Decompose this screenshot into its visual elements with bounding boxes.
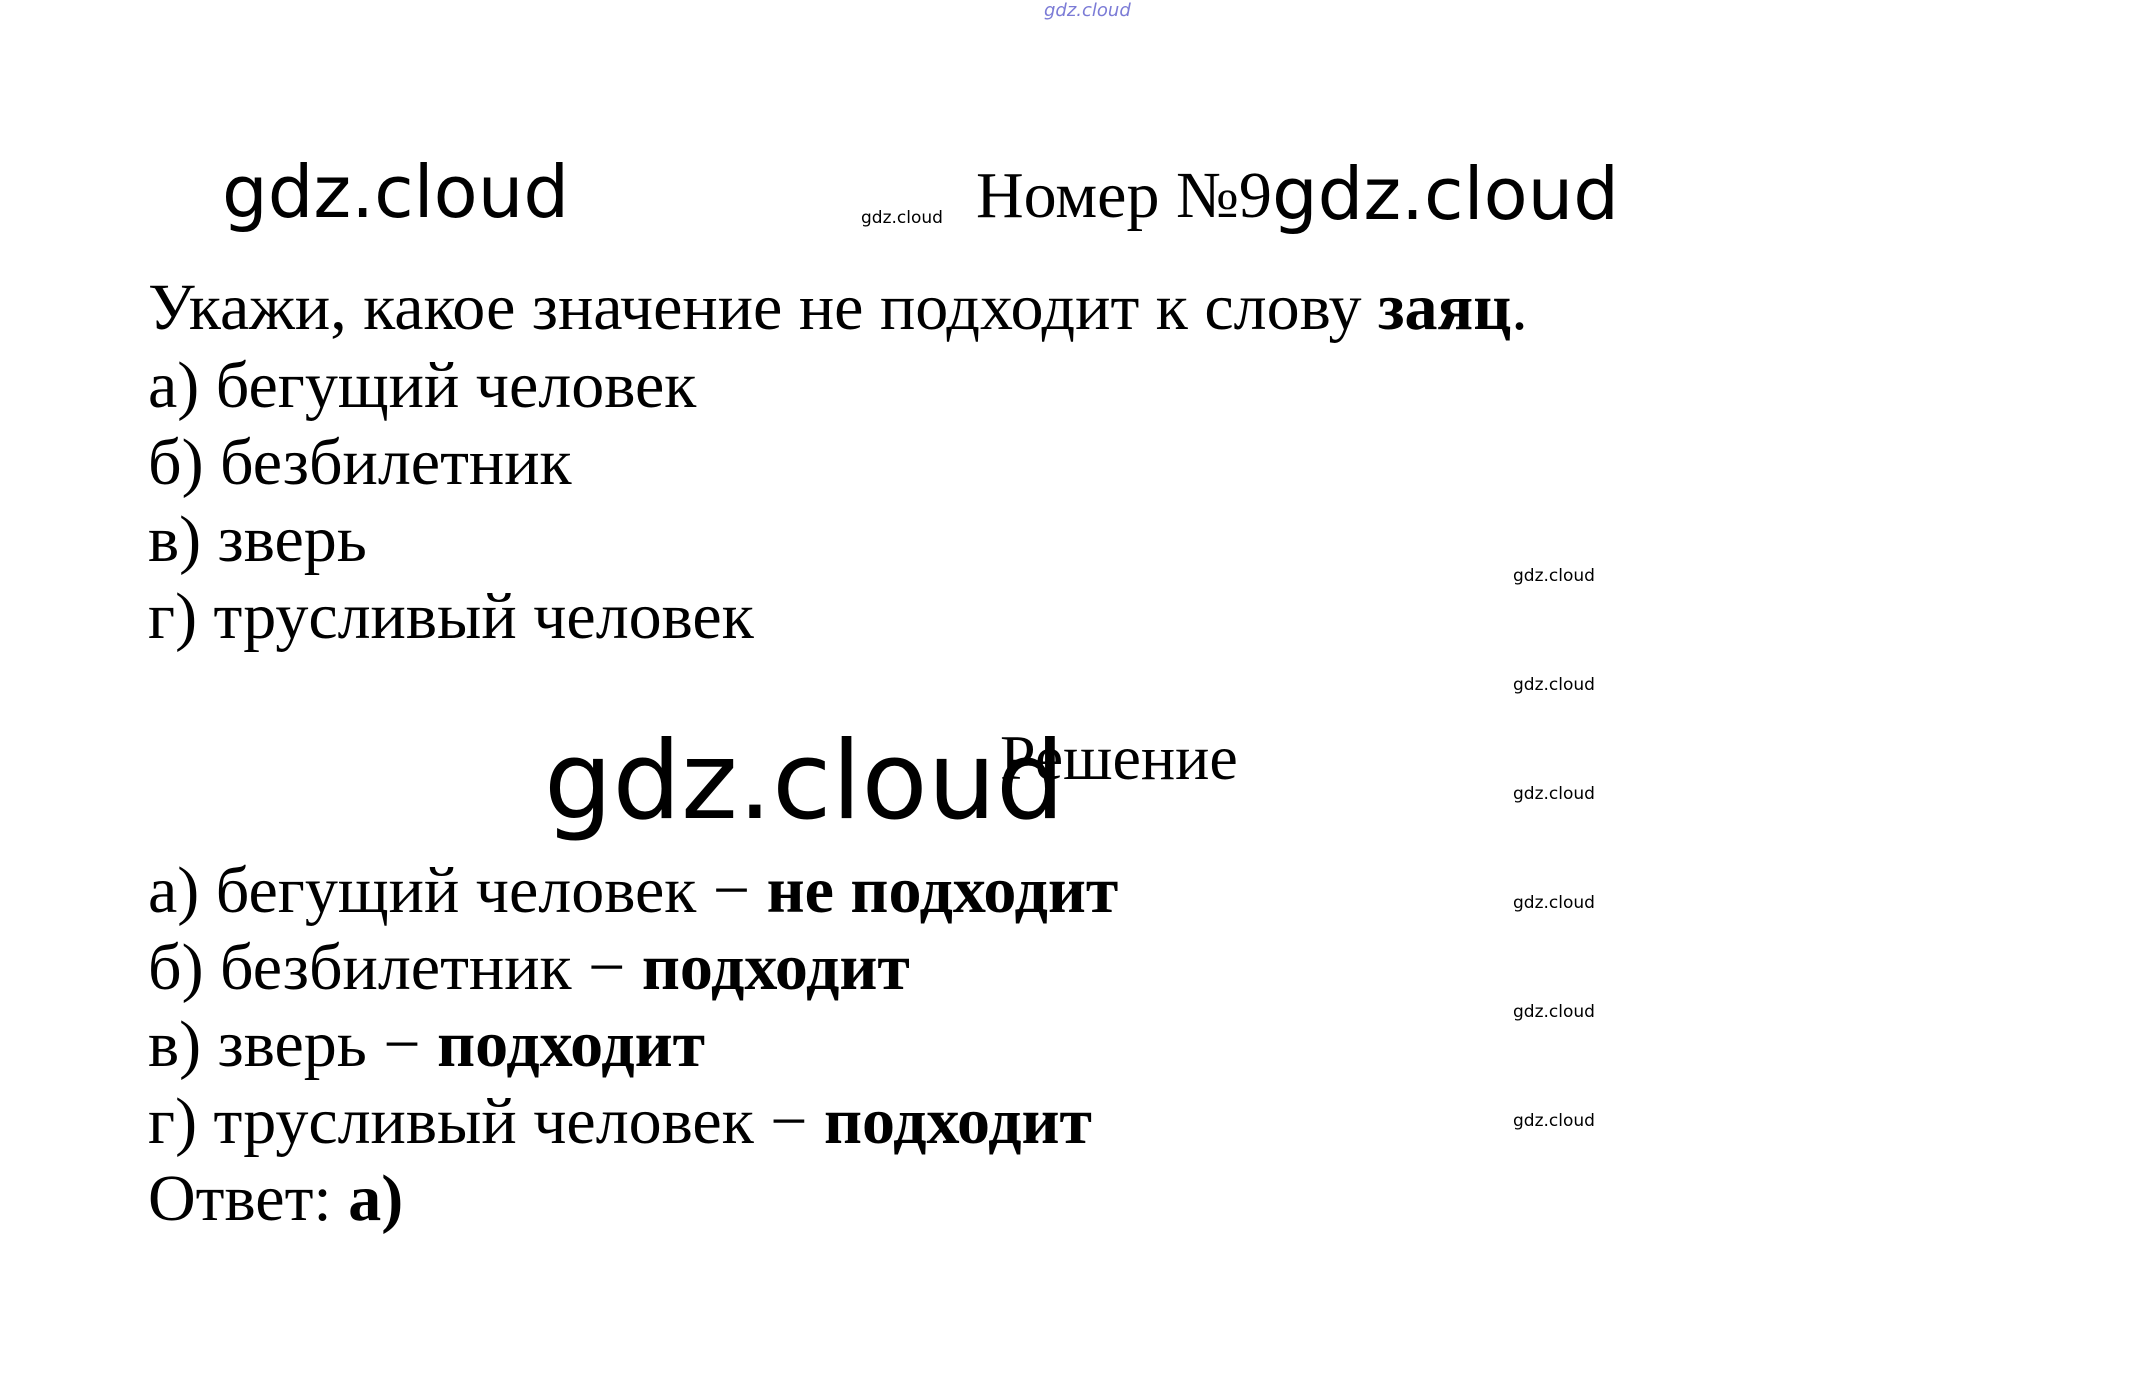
option-c: в) зверь: [148, 503, 367, 576]
question-keyword: заяц: [1378, 271, 1512, 344]
answer-value: а): [348, 1162, 404, 1235]
solution-verdict-a: не подходит: [766, 854, 1119, 927]
page-title: [976, 152, 1619, 236]
solution-line-b: [148, 931, 910, 1004]
solution-text-c: в) зверь −: [148, 1008, 438, 1081]
watermark-side-3: gdz.cloud: [1513, 784, 1595, 804]
solution-text-b: б) безбилетник −: [148, 931, 642, 1004]
watermark-side-4: gdz.cloud: [1513, 893, 1595, 913]
solution-line-a: [148, 854, 1119, 927]
title-text: Номер №9: [976, 159, 1272, 232]
watermark-top: gdz.cloud: [1044, 0, 1131, 21]
answer-line: [148, 1162, 404, 1235]
watermark-header-right: gdz.cloud: [1271, 152, 1619, 236]
option-b: б) безбилетник: [148, 426, 572, 499]
solution-line-c: [148, 1008, 706, 1081]
solution-title: Решение: [1000, 722, 1238, 793]
solution-text-d: г) трусливый человек −: [148, 1085, 824, 1158]
question-end: .: [1511, 271, 1528, 344]
question: [148, 271, 1528, 344]
watermark-side-5: gdz.cloud: [1513, 1002, 1595, 1022]
solution-text-a: а) бегущий человек −: [148, 854, 767, 927]
solution-verdict-b: подходит: [641, 931, 910, 1004]
watermark-side-1: gdz.cloud: [1513, 566, 1595, 586]
watermark-side-2: gdz.cloud: [1513, 675, 1595, 695]
option-a: а) бегущий человек: [148, 349, 697, 422]
watermark-solution-big: gdz.cloud: [544, 719, 1065, 844]
watermark-side-6: gdz.cloud: [1513, 1111, 1595, 1131]
answer-label: Ответ:: [148, 1162, 349, 1235]
watermark-header-left: gdz.cloud: [222, 150, 570, 234]
question-text: Укажи, какое значение не подходит к слову: [148, 271, 1378, 344]
watermark-header-small: gdz.cloud: [861, 208, 943, 228]
solution-verdict-c: подходит: [437, 1008, 706, 1081]
solution-verdict-d: подходит: [823, 1085, 1092, 1158]
option-d: г) трусливый человек: [148, 580, 754, 653]
solution-line-d: [148, 1085, 1092, 1158]
